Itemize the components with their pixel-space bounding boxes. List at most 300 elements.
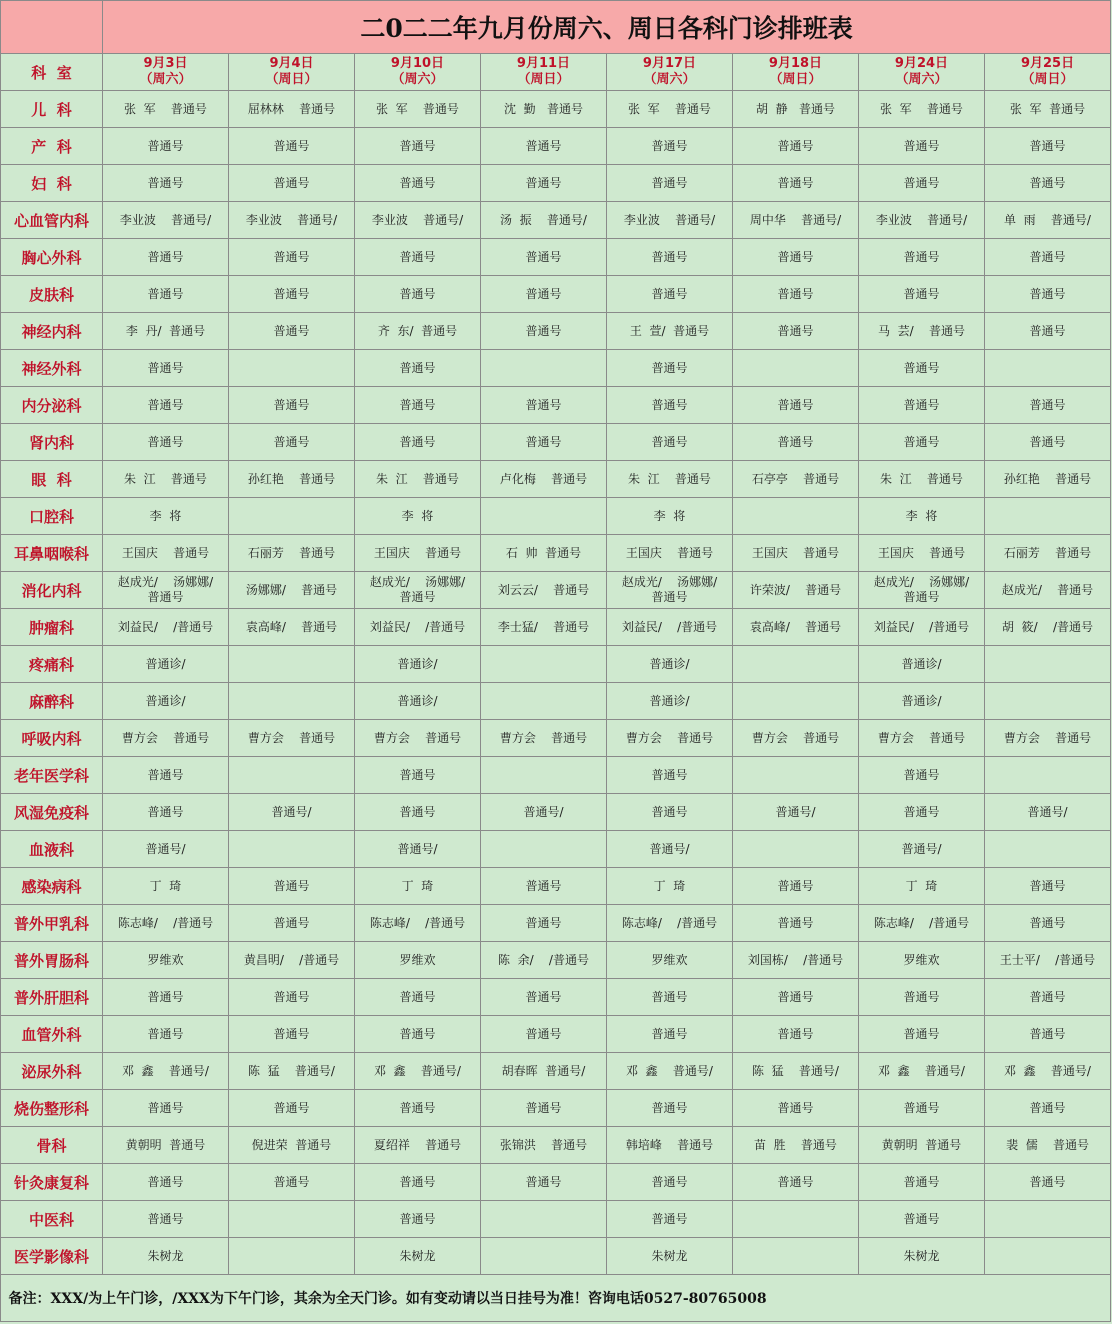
schedule-cell[interactable]: 朱树龙 xyxy=(859,1238,985,1275)
schedule-cell[interactable]: 王士平/ /普通号 xyxy=(985,942,1111,979)
schedule-cell[interactable]: 朱树龙 xyxy=(355,1238,481,1275)
schedule-cell[interactable]: 罗维欢 xyxy=(103,942,229,979)
schedule-cell[interactable] xyxy=(733,350,859,387)
schedule-cell[interactable]: 韩培峰 普通号 xyxy=(607,1127,733,1164)
schedule-cell[interactable]: 普通号 xyxy=(103,239,229,276)
schedule-cell[interactable]: 普通号 xyxy=(481,387,607,424)
schedule-cell[interactable]: 普通号 xyxy=(985,165,1111,202)
schedule-cell[interactable] xyxy=(733,498,859,535)
schedule-cell[interactable]: 普通号 xyxy=(355,757,481,794)
schedule-cell[interactable]: 普通号 xyxy=(481,128,607,165)
schedule-cell[interactable]: 普通号 xyxy=(733,165,859,202)
schedule-cell[interactable] xyxy=(481,831,607,868)
schedule-cell[interactable]: 倪进荣 普通号 xyxy=(229,1127,355,1164)
date-header-cell[interactable] xyxy=(355,54,481,91)
schedule-cell[interactable]: 普通诊/ xyxy=(607,683,733,720)
schedule-cell[interactable] xyxy=(229,683,355,720)
dept-name-cell[interactable]: 普外肝胆科 xyxy=(1,979,103,1016)
schedule-cell[interactable]: 普通号 xyxy=(733,239,859,276)
schedule-cell[interactable]: 刘益民/ /普通号 xyxy=(355,609,481,646)
schedule-cell[interactable]: 罗维欢 xyxy=(607,942,733,979)
schedule-cell[interactable]: 刘国栋/ /普通号 xyxy=(733,942,859,979)
schedule-cell[interactable]: 沈 勤 普通号 xyxy=(481,91,607,128)
schedule-cell[interactable]: 普通号 xyxy=(607,1164,733,1201)
page-title[interactable]: 二0二二年九月份周六、周日各科门诊排班表 xyxy=(103,1,1111,54)
dept-name-cell[interactable]: 神经内科 xyxy=(1,313,103,350)
dept-name-cell[interactable]: 神经外科 xyxy=(1,350,103,387)
schedule-cell[interactable]: 李 将 xyxy=(859,498,985,535)
schedule-cell[interactable]: 袁高峰/ 普通号 xyxy=(733,609,859,646)
schedule-cell[interactable]: 张 军 普通号 xyxy=(985,91,1111,128)
schedule-cell[interactable]: 普通号 xyxy=(229,1016,355,1053)
schedule-cell[interactable]: 胡 筱/ /普通号 xyxy=(985,609,1111,646)
schedule-cell[interactable]: 普通号 xyxy=(985,868,1111,905)
schedule-cell[interactable]: 普通号 xyxy=(355,794,481,831)
schedule-cell[interactable]: 普通号 xyxy=(733,1090,859,1127)
schedule-cell[interactable]: 普通号 xyxy=(481,1090,607,1127)
date-header-cell[interactable] xyxy=(229,54,355,91)
schedule-cell[interactable]: 普通号 xyxy=(355,1090,481,1127)
schedule-cell[interactable] xyxy=(733,683,859,720)
schedule-cell[interactable]: 裴 儒 普通号 xyxy=(985,1127,1111,1164)
schedule-cell[interactable]: 普通号 xyxy=(733,424,859,461)
schedule-cell[interactable]: 陈 余/ /普通号 xyxy=(481,942,607,979)
schedule-cell[interactable] xyxy=(985,498,1111,535)
schedule-cell[interactable]: 邓 鑫 普通号/ xyxy=(103,1053,229,1090)
schedule-cell[interactable]: 普通号 xyxy=(985,387,1111,424)
schedule-cell[interactable]: 李业波 普通号/ xyxy=(607,202,733,239)
schedule-cell[interactable]: 袁高峰/ 普通号 xyxy=(229,609,355,646)
schedule-cell[interactable]: 普通号/ xyxy=(607,831,733,868)
schedule-cell[interactable]: 刘益民/ /普通号 xyxy=(103,609,229,646)
schedule-cell[interactable]: 普通号 xyxy=(859,794,985,831)
schedule-cell[interactable]: 普通号 xyxy=(985,1016,1111,1053)
schedule-cell[interactable] xyxy=(481,498,607,535)
schedule-cell[interactable]: 普通号 xyxy=(985,1164,1111,1201)
schedule-cell[interactable] xyxy=(481,350,607,387)
schedule-cell[interactable]: 普通号 xyxy=(607,276,733,313)
dept-name-cell[interactable]: 肿瘤科 xyxy=(1,609,103,646)
schedule-cell[interactable] xyxy=(985,831,1111,868)
schedule-cell[interactable] xyxy=(229,1201,355,1238)
schedule-cell[interactable]: 普通号 xyxy=(733,979,859,1016)
schedule-cell[interactable]: 陈志峰/ /普通号 xyxy=(607,905,733,942)
schedule-cell[interactable]: 普通号 xyxy=(355,1164,481,1201)
schedule-cell[interactable]: 赵成光/ 汤娜娜/ 普通号 xyxy=(103,572,229,609)
date-header-cell[interactable] xyxy=(607,54,733,91)
schedule-cell[interactable]: 普通号 xyxy=(985,313,1111,350)
dept-name-cell[interactable]: 风湿免疫科 xyxy=(1,794,103,831)
schedule-cell[interactable]: 张锦洪 普通号 xyxy=(481,1127,607,1164)
schedule-cell[interactable]: 丁 琦 xyxy=(103,868,229,905)
schedule-cell[interactable] xyxy=(985,1201,1111,1238)
schedule-cell[interactable]: 李士猛/ 普通号 xyxy=(481,609,607,646)
schedule-cell[interactable]: 普通号 xyxy=(985,905,1111,942)
schedule-cell[interactable]: 普通号 xyxy=(355,1201,481,1238)
dept-name-cell[interactable]: 泌尿外科 xyxy=(1,1053,103,1090)
schedule-cell[interactable]: 丁 琦 xyxy=(607,868,733,905)
schedule-cell[interactable]: 普通号 xyxy=(985,1090,1111,1127)
schedule-cell[interactable]: 李 将 xyxy=(607,498,733,535)
schedule-cell[interactable]: 普通号 xyxy=(733,905,859,942)
schedule-cell[interactable]: 普通号 xyxy=(103,794,229,831)
schedule-cell[interactable]: 普通号 xyxy=(733,387,859,424)
schedule-cell[interactable]: 曹方会 普通号 xyxy=(229,720,355,757)
schedule-cell[interactable]: 普通诊/ xyxy=(607,646,733,683)
schedule-cell[interactable]: 普通号 xyxy=(103,1164,229,1201)
dept-name-cell[interactable]: 妇 科 xyxy=(1,165,103,202)
schedule-cell[interactable]: 汤 振 普通号/ xyxy=(481,202,607,239)
schedule-cell[interactable]: 普通号 xyxy=(985,239,1111,276)
schedule-cell[interactable]: 刘云云/ 普通号 xyxy=(481,572,607,609)
schedule-cell[interactable]: 普通号/ xyxy=(985,794,1111,831)
schedule-cell[interactable]: 陈志峰/ /普通号 xyxy=(859,905,985,942)
schedule-cell[interactable]: 普通诊/ xyxy=(355,646,481,683)
schedule-cell[interactable]: 普通号 xyxy=(607,387,733,424)
schedule-cell[interactable]: 普通号 xyxy=(733,1016,859,1053)
dept-name-cell[interactable]: 普外甲乳科 xyxy=(1,905,103,942)
dept-name-cell[interactable]: 骨科 xyxy=(1,1127,103,1164)
schedule-cell[interactable]: 胡 静 普通号 xyxy=(733,91,859,128)
schedule-cell[interactable]: 普通号 xyxy=(355,128,481,165)
schedule-cell[interactable]: 普通号 xyxy=(859,128,985,165)
schedule-cell[interactable]: 丁 琦 xyxy=(859,868,985,905)
schedule-cell[interactable]: 普通号 xyxy=(481,979,607,1016)
schedule-cell[interactable]: 普通诊/ xyxy=(103,646,229,683)
schedule-cell[interactable]: 普通号 xyxy=(355,165,481,202)
schedule-cell[interactable]: 普通号 xyxy=(229,239,355,276)
schedule-cell[interactable]: 普通号 xyxy=(607,128,733,165)
schedule-cell[interactable]: 李 丹/ 普通号 xyxy=(103,313,229,350)
schedule-cell[interactable]: 普通号 xyxy=(103,387,229,424)
schedule-cell[interactable]: 普通号 xyxy=(859,1016,985,1053)
schedule-cell[interactable]: 马 芸/ 普通号 xyxy=(859,313,985,350)
schedule-cell[interactable]: 普通号/ xyxy=(103,831,229,868)
schedule-cell[interactable]: 曹方会 普通号 xyxy=(103,720,229,757)
schedule-cell[interactable]: 普通号 xyxy=(229,868,355,905)
schedule-cell[interactable]: 普通号 xyxy=(607,239,733,276)
schedule-cell[interactable]: 普通号 xyxy=(733,1164,859,1201)
schedule-cell[interactable]: 普通号 xyxy=(103,1201,229,1238)
schedule-cell[interactable]: 普通号 xyxy=(607,757,733,794)
schedule-cell[interactable]: 曹方会 普通号 xyxy=(985,720,1111,757)
schedule-cell[interactable]: 王 萱/ 普通号 xyxy=(607,313,733,350)
dept-name-cell[interactable]: 烧伤整形科 xyxy=(1,1090,103,1127)
schedule-cell[interactable]: 普通号 xyxy=(481,1016,607,1053)
schedule-cell[interactable] xyxy=(229,350,355,387)
dept-name-cell[interactable]: 普外胃肠科 xyxy=(1,942,103,979)
schedule-cell[interactable]: 普通号 xyxy=(481,165,607,202)
schedule-cell[interactable] xyxy=(481,1201,607,1238)
schedule-cell[interactable]: 普通号 xyxy=(481,313,607,350)
date-header-cell[interactable] xyxy=(859,54,985,91)
schedule-cell[interactable]: 普通号/ xyxy=(229,794,355,831)
schedule-cell[interactable] xyxy=(985,1238,1111,1275)
schedule-cell[interactable]: 普通号 xyxy=(985,424,1111,461)
schedule-cell[interactable]: 王国庆 普通号 xyxy=(103,535,229,572)
schedule-cell[interactable] xyxy=(229,646,355,683)
schedule-cell[interactable]: 赵成光/ 普通号 xyxy=(985,572,1111,609)
schedule-cell[interactable]: 孙红艳 普通号 xyxy=(985,461,1111,498)
schedule-cell[interactable]: 普通号 xyxy=(229,387,355,424)
schedule-cell[interactable]: 普通号/ xyxy=(355,831,481,868)
schedule-cell[interactable]: 张 军 普通号 xyxy=(103,91,229,128)
schedule-cell[interactable]: 普通号 xyxy=(229,313,355,350)
schedule-cell[interactable]: 王国庆 普通号 xyxy=(607,535,733,572)
schedule-cell[interactable]: 普通号 xyxy=(607,1090,733,1127)
dept-name-cell[interactable]: 血管外科 xyxy=(1,1016,103,1053)
schedule-cell[interactable] xyxy=(229,498,355,535)
dept-name-cell[interactable]: 眼 科 xyxy=(1,461,103,498)
dept-name-cell[interactable]: 耳鼻咽喉科 xyxy=(1,535,103,572)
schedule-cell[interactable] xyxy=(733,757,859,794)
schedule-cell[interactable]: 朱 江 普通号 xyxy=(859,461,985,498)
schedule-cell[interactable]: 普通号 xyxy=(229,905,355,942)
schedule-cell[interactable]: 李 将 xyxy=(355,498,481,535)
schedule-cell[interactable]: 普通号 xyxy=(607,979,733,1016)
schedule-cell[interactable]: 朱 江 普通号 xyxy=(355,461,481,498)
schedule-cell[interactable]: 石丽芳 普通号 xyxy=(985,535,1111,572)
schedule-cell[interactable]: 普通号 xyxy=(481,1164,607,1201)
schedule-cell[interactable]: 普通号 xyxy=(607,424,733,461)
dept-name-cell[interactable]: 血液科 xyxy=(1,831,103,868)
schedule-cell[interactable] xyxy=(733,831,859,868)
schedule-cell[interactable]: 普通号 xyxy=(229,276,355,313)
dept-name-cell[interactable]: 老年医学科 xyxy=(1,757,103,794)
schedule-cell[interactable]: 普通号 xyxy=(733,128,859,165)
schedule-cell[interactable]: 普通号 xyxy=(859,1090,985,1127)
schedule-cell[interactable] xyxy=(481,757,607,794)
schedule-cell[interactable]: 普通号 xyxy=(607,165,733,202)
schedule-cell[interactable]: 普通号 xyxy=(859,424,985,461)
table-row xyxy=(1,313,1111,350)
schedule-cell[interactable]: 普通号 xyxy=(229,1164,355,1201)
schedule-cell[interactable]: 普通号 xyxy=(103,128,229,165)
schedule-cell[interactable]: 刘益民/ /普通号 xyxy=(607,609,733,646)
schedule-cell[interactable] xyxy=(229,757,355,794)
schedule-cell[interactable]: 普通号 xyxy=(985,979,1111,1016)
schedule-cell[interactable] xyxy=(985,646,1111,683)
schedule-cell[interactable]: 普通号 xyxy=(481,239,607,276)
schedule-cell[interactable]: 普通号 xyxy=(229,128,355,165)
date-header-cell[interactable] xyxy=(985,54,1111,91)
schedule-cell[interactable]: 普通号 xyxy=(103,165,229,202)
dept-name-cell[interactable]: 皮肤科 xyxy=(1,276,103,313)
schedule-cell[interactable]: 普通号 xyxy=(355,239,481,276)
schedule-cell[interactable]: 普通诊/ xyxy=(859,646,985,683)
schedule-cell[interactable]: 李业波 普通号/ xyxy=(103,202,229,239)
schedule-cell[interactable]: 普通号 xyxy=(355,424,481,461)
schedule-cell[interactable]: 王国庆 普通号 xyxy=(859,535,985,572)
schedule-cell[interactable]: 普通号 xyxy=(103,757,229,794)
schedule-cell[interactable]: 普通诊/ xyxy=(103,683,229,720)
schedule-cell[interactable]: 朱树龙 xyxy=(607,1238,733,1275)
schedule-cell[interactable]: 普通号/ xyxy=(859,831,985,868)
schedule-cell[interactable]: 单 雨 普通号/ xyxy=(985,202,1111,239)
schedule-cell[interactable] xyxy=(229,831,355,868)
dept-name-cell[interactable]: 心血管内科 xyxy=(1,202,103,239)
schedule-cell[interactable]: 普通号 xyxy=(229,1090,355,1127)
schedule-cell[interactable] xyxy=(481,1238,607,1275)
dept-name-cell[interactable]: 口腔科 xyxy=(1,498,103,535)
schedule-cell[interactable]: 普通号 xyxy=(481,868,607,905)
schedule-cell[interactable]: 普通诊/ xyxy=(859,683,985,720)
schedule-cell[interactable]: 普通号 xyxy=(859,1164,985,1201)
schedule-cell[interactable]: 赵成光/ 汤娜娜/ 普通号 xyxy=(607,572,733,609)
schedule-cell[interactable]: 普通号 xyxy=(103,350,229,387)
schedule-cell[interactable]: 石丽芳 普通号 xyxy=(229,535,355,572)
schedule-cell[interactable] xyxy=(481,646,607,683)
schedule-cell[interactable] xyxy=(733,1201,859,1238)
dept-header-cell[interactable]: 科 室 xyxy=(1,54,103,91)
schedule-cell[interactable]: 普通号 xyxy=(733,276,859,313)
schedule-cell[interactable]: 邓 鑫 普通号/ xyxy=(859,1053,985,1090)
schedule-cell[interactable]: 普通号 xyxy=(229,424,355,461)
schedule-cell[interactable]: 普通号 xyxy=(229,979,355,1016)
schedule-cell[interactable]: 普通号 xyxy=(859,165,985,202)
schedule-cell[interactable]: 陈志峰/ /普通号 xyxy=(355,905,481,942)
schedule-cell[interactable]: 普通号 xyxy=(355,350,481,387)
schedule-cell[interactable] xyxy=(733,1238,859,1275)
schedule-cell[interactable]: 普通号 xyxy=(985,128,1111,165)
schedule-cell[interactable]: 曹方会 普通号 xyxy=(481,720,607,757)
schedule-cell[interactable]: 普通号/ xyxy=(733,794,859,831)
schedule-cell[interactable]: 普通号 xyxy=(355,276,481,313)
schedule-cell[interactable]: 石 帅 普通号 xyxy=(481,535,607,572)
schedule-cell[interactable] xyxy=(229,1238,355,1275)
schedule-cell[interactable]: 朱 江 普通号 xyxy=(607,461,733,498)
dept-name-cell[interactable]: 感染病科 xyxy=(1,868,103,905)
schedule-cell[interactable]: 胡春晖 普通号/ xyxy=(481,1053,607,1090)
schedule-cell[interactable]: 张 军 普通号 xyxy=(355,91,481,128)
schedule-cell[interactable]: 苗 胜 普通号 xyxy=(733,1127,859,1164)
schedule-cell[interactable]: 朱树龙 xyxy=(103,1238,229,1275)
schedule-cell[interactable]: 许荣波/ 普通号 xyxy=(733,572,859,609)
dept-name-cell[interactable]: 针灸康复科 xyxy=(1,1164,103,1201)
schedule-cell[interactable]: 孙红艳 普通号 xyxy=(229,461,355,498)
schedule-cell[interactable]: 石亭亭 普通号 xyxy=(733,461,859,498)
schedule-cell[interactable]: 普通号 xyxy=(859,350,985,387)
schedule-cell[interactable]: 黄朝明 普通号 xyxy=(103,1127,229,1164)
schedule-cell[interactable]: 普通号 xyxy=(355,387,481,424)
schedule-cell[interactable]: 邓 鑫 普通号/ xyxy=(985,1053,1111,1090)
schedule-cell[interactable]: 普通号 xyxy=(481,424,607,461)
schedule-cell[interactable]: 普通号 xyxy=(859,1201,985,1238)
schedule-cell[interactable]: 普通号 xyxy=(229,165,355,202)
schedule-cell[interactable]: 普通号 xyxy=(103,276,229,313)
schedule-cell[interactable]: 陈 猛 普通号/ xyxy=(733,1053,859,1090)
schedule-cell[interactable]: 普通号 xyxy=(859,239,985,276)
schedule-cell[interactable]: 普通号 xyxy=(481,905,607,942)
dept-name-cell[interactable]: 呼吸内科 xyxy=(1,720,103,757)
schedule-cell[interactable]: 曹方会 普通号 xyxy=(859,720,985,757)
schedule-cell[interactable]: 普通诊/ xyxy=(355,683,481,720)
schedule-cell[interactable]: 丁 琦 xyxy=(355,868,481,905)
schedule-cell[interactable]: 罗维欢 xyxy=(355,942,481,979)
schedule-cell[interactable]: 普通号 xyxy=(607,1201,733,1238)
dept-name-cell[interactable]: 中医科 xyxy=(1,1201,103,1238)
schedule-cell[interactable]: 普通号 xyxy=(859,979,985,1016)
dept-name-cell[interactable]: 麻醉科 xyxy=(1,683,103,720)
date-header-cell[interactable] xyxy=(733,54,859,91)
schedule-cell[interactable]: 普通号 xyxy=(733,313,859,350)
schedule-cell[interactable]: 屈林林 普通号 xyxy=(229,91,355,128)
dept-name-cell[interactable]: 产 科 xyxy=(1,128,103,165)
schedule-cell[interactable]: 罗维欢 xyxy=(859,942,985,979)
schedule-cell[interactable]: 普通号 xyxy=(859,387,985,424)
schedule-cell[interactable]: 邓 鑫 普通号/ xyxy=(607,1053,733,1090)
schedule-cell[interactable]: 李业波 普通号/ xyxy=(355,202,481,239)
schedule-cell[interactable]: 李业波 普通号/ xyxy=(859,202,985,239)
dept-name-cell[interactable]: 肾内科 xyxy=(1,424,103,461)
schedule-cell[interactable]: 汤娜娜/ 普通号 xyxy=(229,572,355,609)
schedule-cell[interactable]: 陈 猛 普通号/ xyxy=(229,1053,355,1090)
schedule-cell[interactable]: 普通号 xyxy=(607,794,733,831)
schedule-cell[interactable]: 普通号 xyxy=(103,1016,229,1053)
schedule-cell[interactable] xyxy=(985,350,1111,387)
schedule-cell[interactable]: 李业波 普通号/ xyxy=(229,202,355,239)
schedule-cell[interactable]: 陈志峰/ /普通号 xyxy=(103,905,229,942)
schedule-cell[interactable]: 普通号 xyxy=(355,1016,481,1053)
schedule-cell[interactable]: 王国庆 普通号 xyxy=(355,535,481,572)
schedule-cell[interactable]: 李 将 xyxy=(103,498,229,535)
schedule-cell[interactable]: 曹方会 普通号 xyxy=(733,720,859,757)
schedule-cell[interactable] xyxy=(733,646,859,683)
schedule-cell[interactable]: 刘益民/ /普通号 xyxy=(859,609,985,646)
schedule-cell[interactable]: 邓 鑫 普通号/ xyxy=(355,1053,481,1090)
dept-name-cell[interactable]: 内分泌科 xyxy=(1,387,103,424)
dept-name-cell[interactable]: 儿 科 xyxy=(1,91,103,128)
schedule-cell[interactable]: 黄朝明 普通号 xyxy=(859,1127,985,1164)
dept-name-cell[interactable]: 胸心外科 xyxy=(1,239,103,276)
schedule-cell[interactable] xyxy=(985,683,1111,720)
schedule-cell[interactable]: 普通号 xyxy=(103,1090,229,1127)
schedule-cell[interactable]: 普通号 xyxy=(481,276,607,313)
schedule-cell[interactable]: 赵成光/ 汤娜娜/ 普通号 xyxy=(355,572,481,609)
schedule-cell[interactable] xyxy=(481,683,607,720)
schedule-cell[interactable]: 周中华 普通号/ xyxy=(733,202,859,239)
schedule-cell[interactable]: 张 军 普通号 xyxy=(859,91,985,128)
schedule-cell[interactable] xyxy=(985,757,1111,794)
schedule-cell[interactable]: 普通号 xyxy=(355,979,481,1016)
date-header-cell[interactable] xyxy=(103,54,229,91)
schedule-cell[interactable]: 普通号 xyxy=(607,1016,733,1053)
schedule-cell[interactable]: 普通号 xyxy=(103,979,229,1016)
schedule-cell[interactable]: 卢化梅 普通号 xyxy=(481,461,607,498)
schedule-cell[interactable]: 朱 江 普通号 xyxy=(103,461,229,498)
schedule-cell[interactable]: 普通号 xyxy=(733,868,859,905)
schedule-cell[interactable]: 张 军 普通号 xyxy=(607,91,733,128)
schedule-cell[interactable]: 赵成光/ 汤娜娜/ 普通号 xyxy=(859,572,985,609)
dept-name-cell[interactable]: 医学影像科 xyxy=(1,1238,103,1275)
schedule-cell[interactable]: 普通号 xyxy=(607,350,733,387)
title-corner-cell[interactable] xyxy=(1,1,103,54)
schedule-cell[interactable]: 曹方会 普通号 xyxy=(355,720,481,757)
dept-name-cell[interactable]: 疼痛科 xyxy=(1,646,103,683)
schedule-cell[interactable]: 黄昌明/ /普通号 xyxy=(229,942,355,979)
schedule-cell[interactable]: 普通号 xyxy=(985,276,1111,313)
schedule-cell[interactable]: 普通号 xyxy=(859,276,985,313)
schedule-cell[interactable]: 普通号/ xyxy=(481,794,607,831)
schedule-cell[interactable]: 曹方会 普通号 xyxy=(607,720,733,757)
schedule-cell[interactable]: 齐 东/ 普通号 xyxy=(355,313,481,350)
schedule-cell[interactable]: 夏绍祥 普通号 xyxy=(355,1127,481,1164)
schedule-cell[interactable]: 王国庆 普通号 xyxy=(733,535,859,572)
schedule-cell[interactable]: 普通号 xyxy=(859,757,985,794)
dept-name-cell[interactable]: 消化内科 xyxy=(1,572,103,609)
schedule-cell[interactable]: 普通号 xyxy=(103,424,229,461)
date-header-cell[interactable] xyxy=(481,54,607,91)
